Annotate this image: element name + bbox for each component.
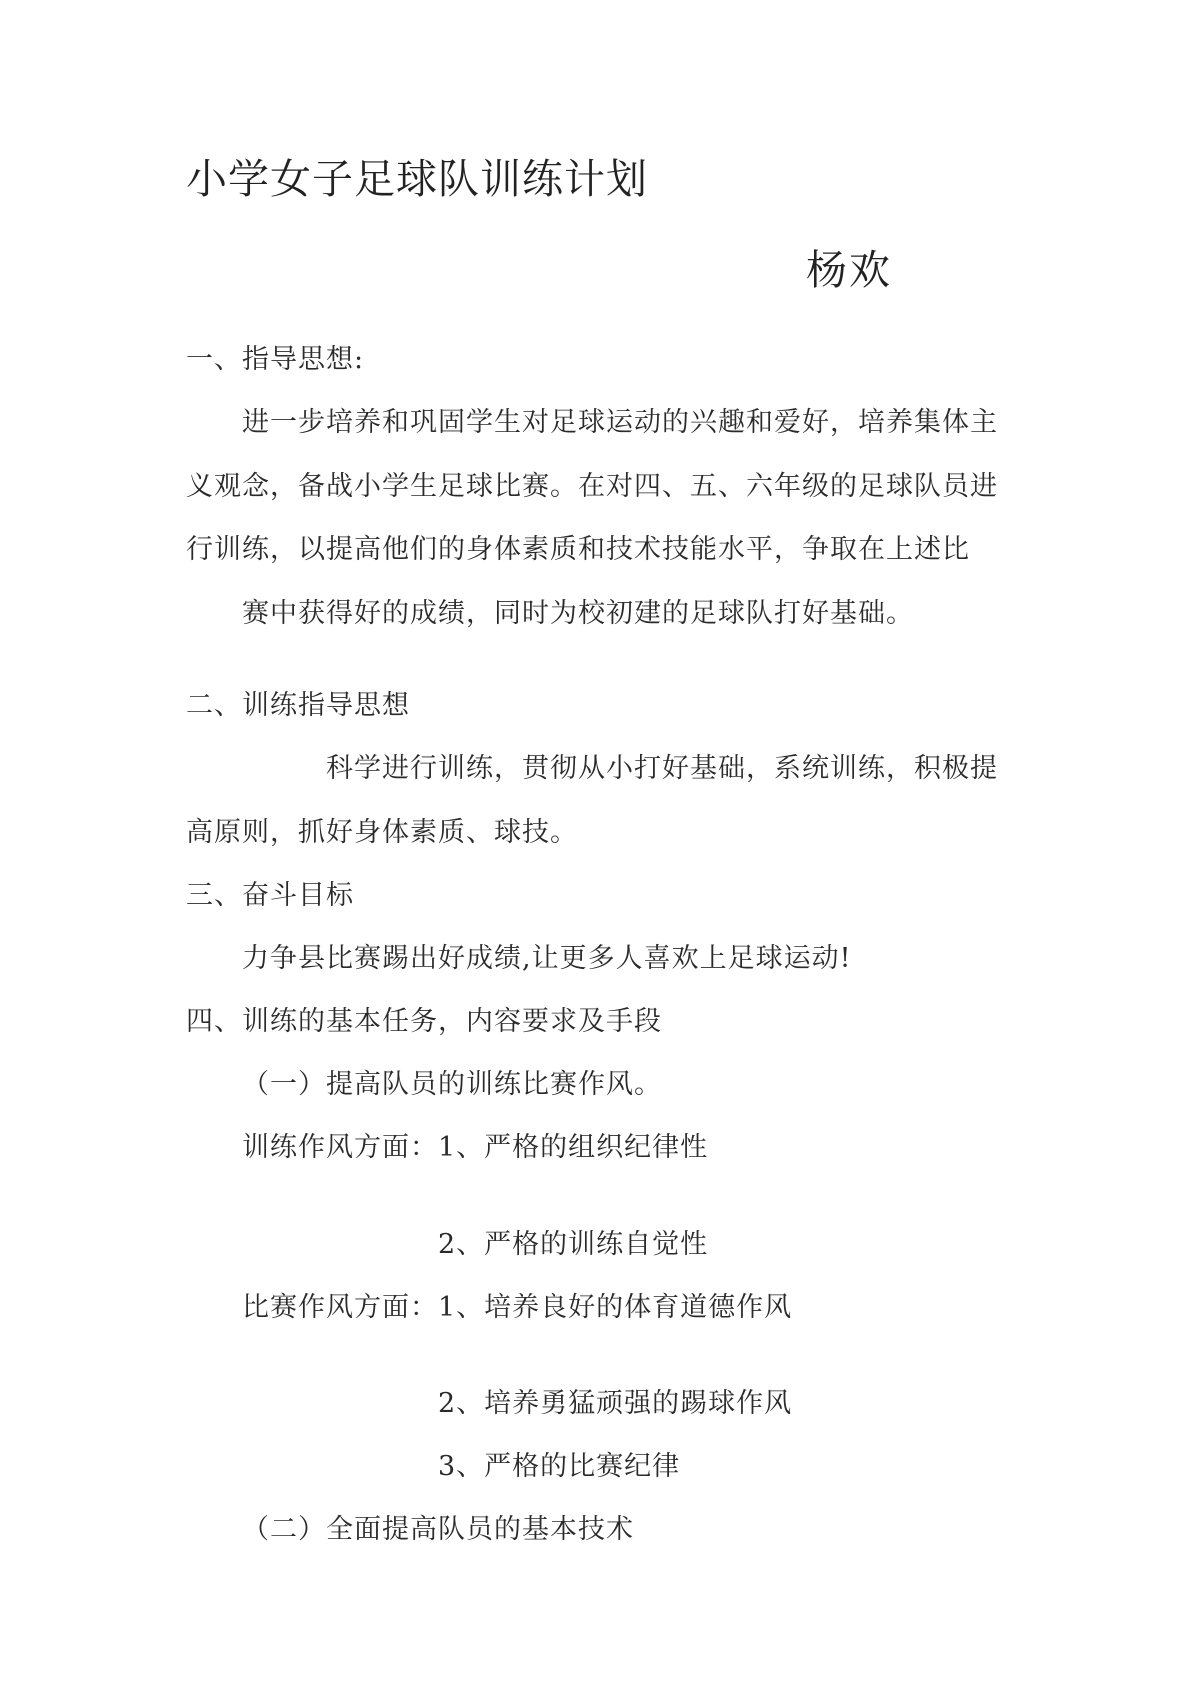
list-item: 2、培养勇猛顽强的踢球作风	[438, 1388, 793, 1419]
paragraph-line: 义观念，备战小学生足球比赛。在对四、五、六年级的足球队员进	[186, 471, 998, 502]
paragraph-line: 行训练，以提高他们的身体素质和技术技能水平，争取在上述比	[186, 534, 970, 565]
list-item: 训练作风方面：1、严格的组织纪律性	[242, 1132, 709, 1163]
document-title: 小学女子足球队训练计划	[186, 155, 648, 203]
paragraph-line: 高原则，抓好身体素质、球技。	[186, 817, 578, 848]
subsection-heading: （一）提高队员的训练比赛作风。	[242, 1069, 662, 1100]
section-heading-goals: 三、奋斗目标	[186, 880, 354, 911]
list-item: 比赛作风方面：1、培养良好的体育道德作风	[242, 1292, 793, 1323]
paragraph-line: 科学进行训练，贯彻从小打好基础，系统训练，积极提	[326, 753, 998, 784]
section-heading-guiding-thought: 一、指导思想:	[186, 344, 365, 375]
section-heading-basic-tasks: 四、训练的基本任务，内容要求及手段	[186, 1006, 662, 1037]
paragraph-line: 力争县比赛踢出好成绩,让更多人喜欢上足球运动!	[242, 943, 852, 974]
section-heading-training-guidance: 二、训练指导思想	[186, 690, 410, 721]
paragraph-line: 进一步培养和巩固学生对足球运动的兴趣和爱好，培养集体主	[242, 407, 998, 438]
author-name: 杨欢	[806, 246, 892, 294]
list-item: 2、严格的训练自觉性	[438, 1229, 709, 1260]
list-item: 3、严格的比赛纪律	[438, 1451, 681, 1482]
subsection-heading: （二）全面提高队员的基本技术	[242, 1514, 634, 1545]
paragraph-line: 赛中获得好的成绩，同时为校初建的足球队打好基础。	[242, 598, 914, 629]
